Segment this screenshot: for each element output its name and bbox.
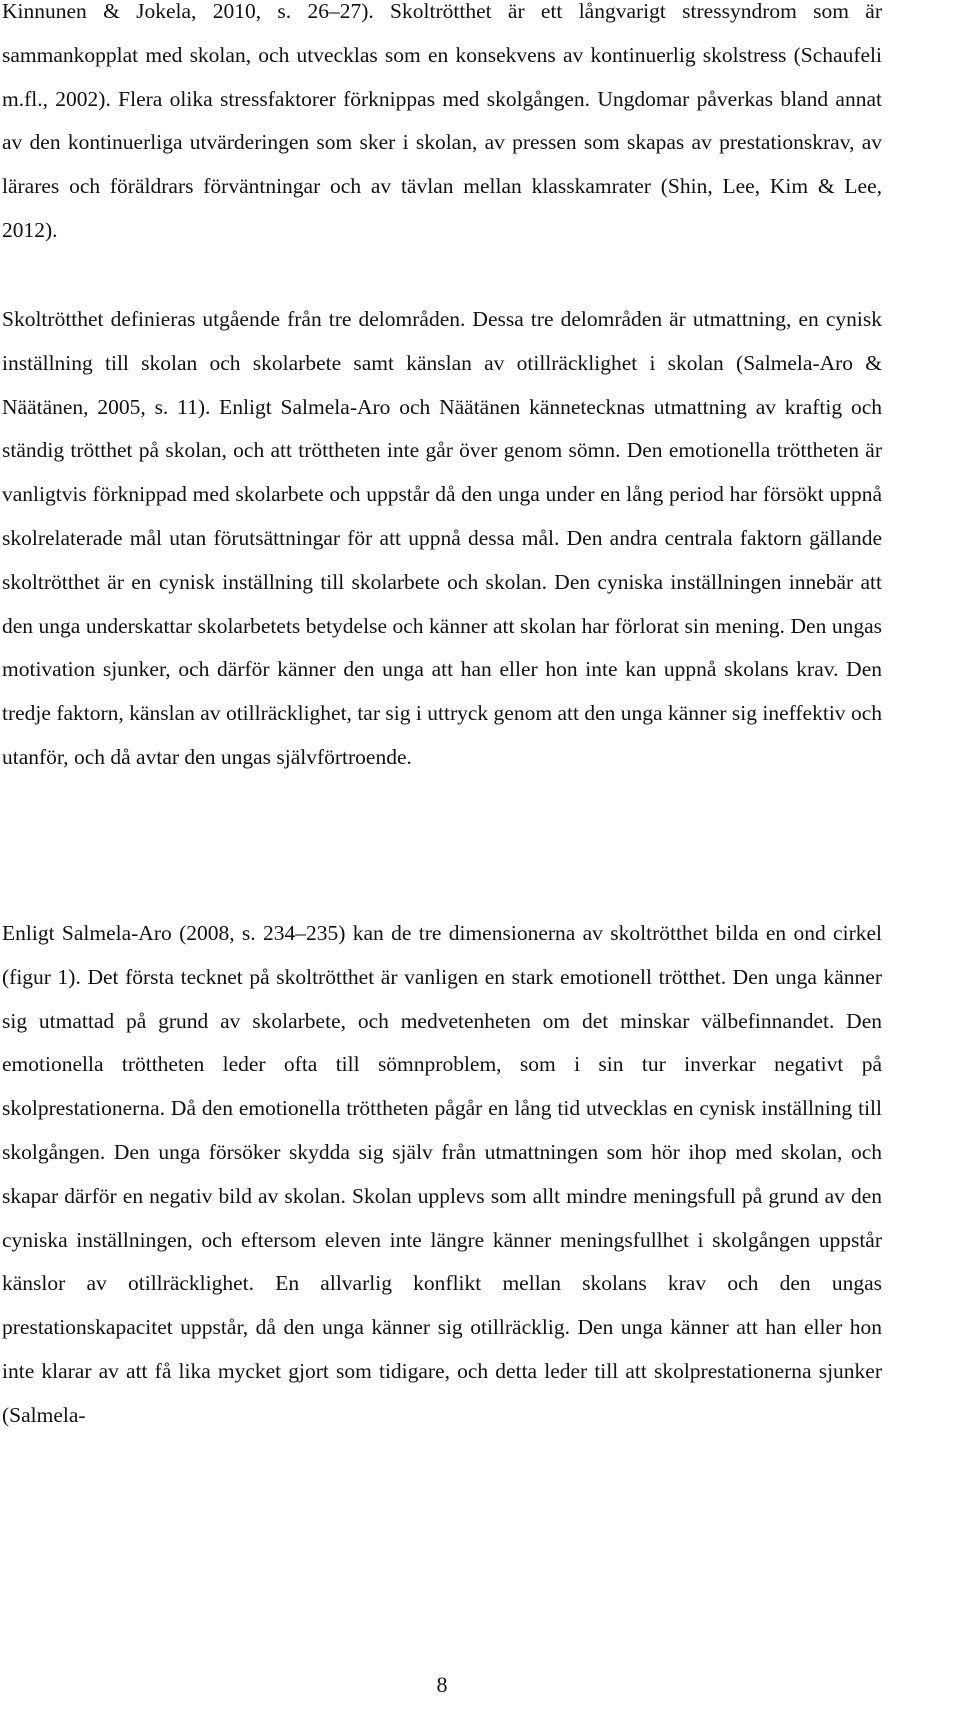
paragraph-vicious-circle: Enligt Salmela-Aro (2008, s. 234–235) kan de tre dimensionerna av skoltrötthet bilda en ond cirkel (figur 1). Det första tecknet på skoltrötthet är vanligen en stark emotionell trötthet. Den unga känner sig utmattad på grund av skolarbete, och medvetenheten om det minskar välbefinnandet. Den emotionella tröttheten leder ofta till sömnproblem, som i sin tur inverkar negativt på skolprestationerna. Då den emotionella tröttheten pågår en lång tid utvecklas en cynisk inställning till skolgången. Den unga försöker skydda sig själv från utmattningen som hör ihop med skolan, och skapar därför en negativ bild av skolan. Skolan upplevs som allt mindre meningsfull på grund av den cyniska inställningen, och eftersom eleven inte längre känner meningsfullhet i skolgången uppstår känslor av otillräcklighet. En allvarlig konflikt mellan skolans krav och den ungas prestationskapacitet uppstår, då den unga känner sig otillräcklig. Den unga känner att han eller hon inte klarar av att få lika mycket gjort som tidigare, och detta leder till att skolprestationerna sjunker (Salmela- [2,921,882,1427]
page-number: 8 [436,1672,448,1697]
paragraph-stress-factors: Kinnunen & Jokela, 2010, s. 26–27). Skoltrötthet är ett långvarigt stressyndrom som är sammankopplat med skolan, och utvecklas som en konsekvens av kontinuerlig skolstress (Schaufeli m.fl., 2002). Flera olika stressfaktorer förknippas med skolgången. Ungdomar påverkas bland annat av den kontinuerliga utvärderingen som sker i skolan, av pressen som skapas av prestationskrav, av lärares och föräldrars förväntningar och av tävlan mellan klasskamrater (Shin, Lee, Kim & Lee, 2012). [2,0,882,242]
paragraph-definition: Skoltrötthet definieras utgående från tre delområden. Dessa tre delområden är utmattning, en cynisk inställning till skolan och skolarbete samt känslan av otillräcklighet i skolan (Salmela-Aro & Näätänen, 2005, s. 11). Enligt Salmela-Aro och Näätänen kännetecknas utmattning av kraftig och ständig trötthet på skolan, och att tröttheten inte går över genom sömn. Den emotionella tröttheten är vanligtvis förknippad med skolarbete och uppstår då den unga under en lång period har försökt uppnå skolrelaterade mål utan förutsättningar för att uppnå dessa mål. Den andra centrala faktorn gällande skoltrötthet är en cynisk inställning till skolarbete och skolan. Den cyniska inställningen innebär att den unga underskattar skolarbetets betydelse och känner att skolan har förlorat sin mening. Den ungas motivation sjunker, och därför känner den unga att han eller hon inte kan uppnå skolans krav. Den tredje faktorn, känslan av otillräcklighet, tar sig i uttryck genom att den unga känner sig ineffektiv och utanför, och då avtar den ungas självförtroende. [2,307,882,769]
